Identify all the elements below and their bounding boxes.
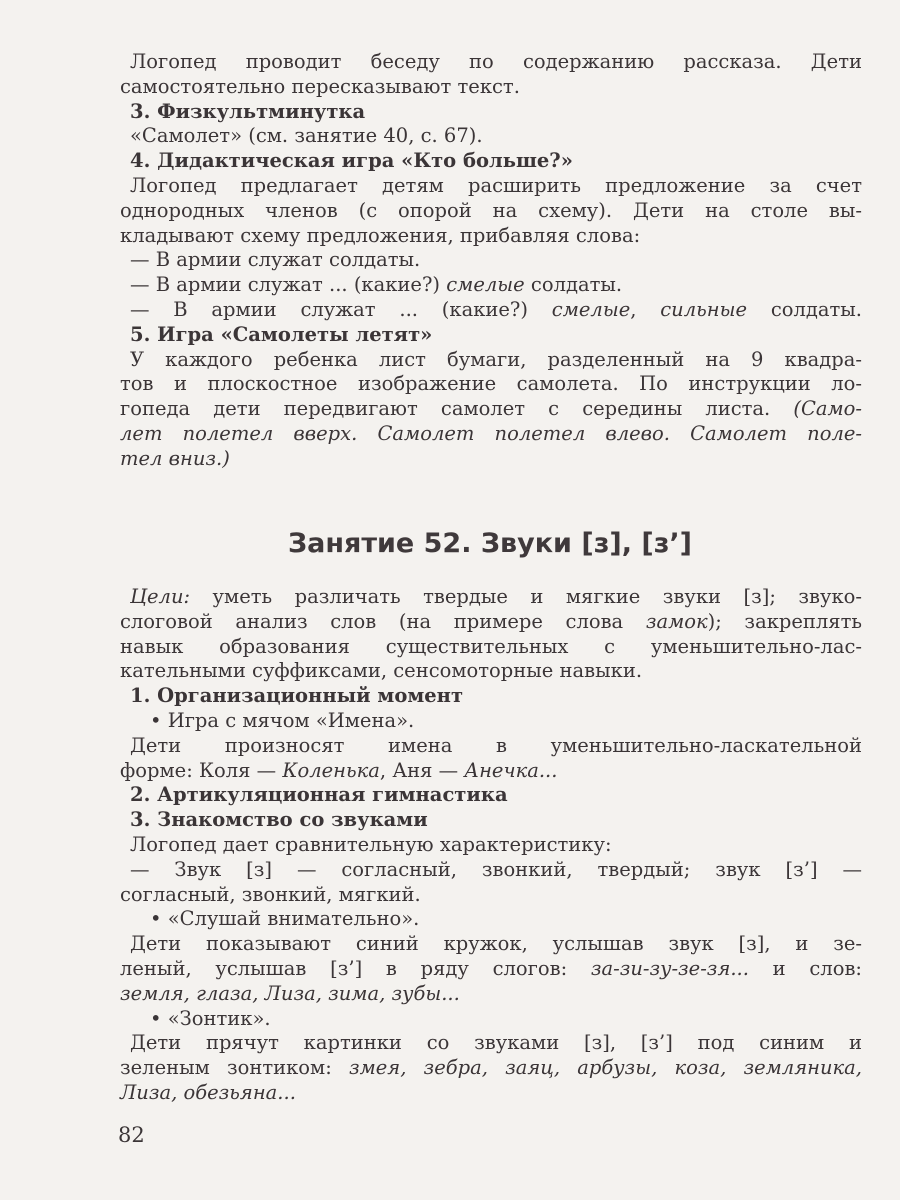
text-line bbox=[120, 348, 862, 373]
text-line bbox=[120, 298, 862, 323]
italic-text: за-зи-зу-зе-зя... bbox=[590, 956, 749, 980]
text-segment: • «Слушай внимательно». bbox=[150, 907, 420, 931]
text-segment: согласный, звонкий, мягкий. bbox=[120, 882, 421, 906]
text-line bbox=[120, 932, 862, 957]
text-segment: • Игра с мячом «Имена». bbox=[150, 708, 415, 732]
text-segment: кательными суффиксами, сенсомоторные навыки. bbox=[120, 659, 643, 683]
text-segment: У каждого ребенка лист бумаги, разделенный на 9 квадра- bbox=[130, 347, 862, 371]
text-segment: слоговой анализ слов (на примере слова bbox=[120, 609, 646, 633]
text-segment: тов и плоскостное изображение самолета. По инструкции ло- bbox=[120, 372, 862, 396]
text-segment: — В армии служат ... (какие?) bbox=[130, 297, 552, 321]
text-line bbox=[120, 982, 862, 1007]
italic-text: змея, зебра, заяц, арбузы, коза, земляника, bbox=[348, 1056, 862, 1080]
text-segment: солдаты. bbox=[524, 273, 623, 297]
text-segment: Дети показывают синий кружок, услышав звук [з], и зе- bbox=[130, 932, 862, 956]
text-segment: — Звук [з] — согласный, звонкий, твердый; звук [з’] — bbox=[130, 857, 862, 881]
text-line bbox=[120, 224, 862, 249]
text-segment: Логопед предлагает детям расширить предложение за счет bbox=[130, 173, 862, 197]
italic-text: сильные bbox=[660, 297, 748, 321]
text-segment: гопеда дети передвигают самолет с середины листа. bbox=[120, 397, 794, 421]
text-segment: кладывают схему предложения, прибавляя слова: bbox=[120, 223, 641, 247]
italic-text: (Само- bbox=[793, 397, 862, 421]
text-line bbox=[120, 783, 862, 808]
section-title: 1. Организационный момент bbox=[130, 684, 464, 708]
text-line bbox=[120, 248, 862, 273]
text-line bbox=[120, 907, 862, 932]
text-segment: Дети произносят имена в уменьшительно-ласкательной bbox=[130, 733, 862, 757]
text-line bbox=[120, 397, 862, 422]
section-title: 3. Физкультминутка bbox=[130, 99, 366, 123]
italic-text: замок bbox=[645, 609, 708, 633]
italic-text: Цели: bbox=[130, 585, 191, 608]
section-title: 3. Знакомство со звуками bbox=[130, 808, 428, 832]
text-segment: «Самолет» (см. занятие 40, с. 67). bbox=[130, 124, 483, 148]
text-segment: — В армии служат солдаты. bbox=[130, 248, 421, 272]
italic-text: земля, глаза, Лиза, зима, зубы... bbox=[120, 981, 460, 1005]
text-line bbox=[120, 858, 862, 883]
text-line bbox=[120, 50, 862, 75]
italic-text: Лиза, обезьяна... bbox=[120, 1080, 296, 1104]
text-line bbox=[120, 808, 862, 833]
lesson-51-continuation bbox=[120, 50, 862, 472]
text-line bbox=[120, 1007, 862, 1032]
text-line bbox=[120, 422, 862, 447]
text-segment: • «Зонтик». bbox=[150, 1006, 271, 1030]
text-segment: — В армии служат ... (какие?) bbox=[130, 273, 447, 297]
text-segment: леный, услышав [з’] в ряду слогов: bbox=[120, 956, 591, 980]
text-segment: Дети прячут картинки со звуками [з], [з’] под синим и bbox=[130, 1031, 862, 1055]
lesson-52-body bbox=[120, 585, 862, 1106]
text-line bbox=[120, 100, 862, 125]
page-number: 82 bbox=[118, 1123, 145, 1147]
text-line bbox=[120, 883, 862, 908]
section-title: 2. Артикуляционная гимнастика bbox=[130, 783, 508, 807]
text-segment: , bbox=[630, 297, 661, 321]
text-segment: солдаты. bbox=[747, 297, 863, 321]
text-line bbox=[120, 1081, 862, 1106]
text-line bbox=[120, 372, 862, 397]
text-line bbox=[120, 273, 862, 298]
italic-text: тел вниз.) bbox=[120, 446, 230, 470]
text-segment: навык образования существительных с уменьшительно-лас- bbox=[120, 634, 862, 658]
italic-text: лет полетел вверх. Самолет полетел влево. Самолет поле- bbox=[120, 421, 862, 445]
text-segment: Логопед дает сравнительную характеристику: bbox=[130, 832, 612, 856]
text-line bbox=[120, 149, 862, 174]
text-line bbox=[120, 174, 862, 199]
text-segment: однородных членов (с опорой на схему). Дети на столе вы- bbox=[120, 198, 862, 222]
italic-text: Коленька bbox=[282, 758, 380, 782]
text-line bbox=[120, 585, 862, 610]
lesson-heading: Занятие 52. Звуки [з], [з’] bbox=[287, 528, 693, 559]
text-line bbox=[120, 610, 862, 635]
text-line bbox=[120, 124, 862, 149]
text-line bbox=[120, 635, 862, 660]
text-line bbox=[120, 734, 862, 759]
text-segment: , Аня — bbox=[379, 758, 465, 782]
text-line bbox=[120, 957, 862, 982]
text-line bbox=[120, 75, 862, 100]
text-line bbox=[120, 833, 862, 858]
text-line bbox=[120, 659, 862, 684]
text-line bbox=[120, 447, 862, 472]
text-segment: самостоятельно пересказывают текст. bbox=[120, 74, 520, 98]
section-title: 5. Игра «Самолеты летят» bbox=[130, 322, 433, 346]
text-line bbox=[120, 684, 862, 709]
text-segment: и слов: bbox=[748, 956, 862, 980]
text-line bbox=[120, 759, 862, 784]
text-segment: Логопед проводит беседу по содержанию рассказа. Дети bbox=[130, 50, 862, 73]
italic-text: Анечка... bbox=[464, 758, 558, 782]
italic-text: смелые bbox=[446, 273, 525, 297]
italic-text: смелые bbox=[551, 297, 631, 321]
text-line bbox=[120, 1056, 862, 1081]
text-line bbox=[120, 1031, 862, 1056]
text-segment: форме: Коля — bbox=[120, 758, 283, 782]
text-segment: ); закреплять bbox=[707, 609, 862, 633]
text-segment: уметь различать твердые и мягкие звуки [з]; звуко- bbox=[190, 585, 862, 608]
text-line bbox=[120, 199, 862, 224]
section-title: 4. Дидактическая игра «Кто больше?» bbox=[130, 149, 573, 173]
text-line bbox=[120, 709, 862, 734]
text-segment: зеленым зонтиком: bbox=[120, 1056, 349, 1080]
text-line bbox=[120, 323, 862, 348]
